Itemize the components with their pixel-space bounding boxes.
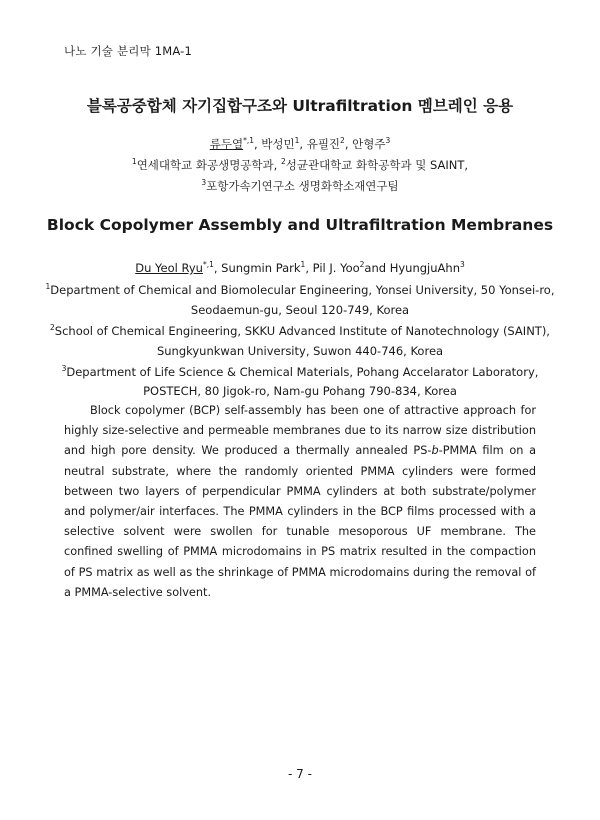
abstract-text: -PMMA film on a neutral substrate, where the randomly oriented PMMA cylinders were formed between two layers of perpendicular PMMA cylinders at both substrate/polymer and polymer/air interfaces. The PMMA cylinders in the BCP films processed with a selective solvent were swollen for tunable mesoporous UF membrane. The confined swelling of PMMA microdomains in PS matrix resulted in the compaction of PS matrix as well as the shrinkage of PMMA microdomains during the removal of a PMMA-selective solvent. bbox=[64, 444, 536, 599]
author-name: 유필진 bbox=[306, 137, 341, 151]
separator: and bbox=[364, 261, 390, 275]
english-affiliation-3-line-1 bbox=[0, 365, 600, 379]
author-affiliation-mark: 1 bbox=[300, 260, 306, 270]
affiliation-text: Department of Chemical and Biomolecular Engineering, Yonsei University, 50 Yonsei-ro, bbox=[50, 283, 555, 297]
korean-affiliations-line-1 bbox=[0, 157, 600, 173]
korean-author bbox=[352, 137, 390, 151]
presenting-author-name: Du Yeol Ryu bbox=[135, 261, 203, 275]
affiliation-mark: 1 bbox=[45, 282, 51, 292]
english-affiliation-1-line-1 bbox=[0, 283, 600, 297]
author-name: Sungmin Park bbox=[221, 261, 301, 275]
author-affiliation-mark: *,1 bbox=[202, 260, 214, 270]
abstract-paragraph bbox=[64, 401, 536, 603]
english-title: Block Copolymer Assembly and Ultrafiltration Membranes bbox=[46, 216, 554, 234]
korean-author-list bbox=[0, 136, 600, 152]
author-name: HyungjuAhn bbox=[389, 261, 460, 275]
abstract-body bbox=[64, 401, 536, 603]
affiliation-mark: 1 bbox=[131, 157, 137, 167]
author-affiliation-mark: 2 bbox=[340, 136, 345, 146]
author-affiliation-mark: 3 bbox=[385, 136, 391, 146]
affiliation-text: 포항가속기연구소 생명화학소재연구팀 bbox=[206, 179, 399, 193]
author-affiliation-mark: 3 bbox=[459, 260, 465, 270]
affiliation-mark: 2 bbox=[280, 157, 286, 167]
korean-author bbox=[307, 137, 352, 151]
affiliation-text: Department of Life Science & Chemical Materials, Pohang Accelarator Laboratory, bbox=[66, 365, 539, 379]
affiliation-mark: 2 bbox=[50, 323, 55, 333]
author-name: 박성민 bbox=[261, 137, 295, 151]
separator: , bbox=[299, 137, 307, 151]
english-affiliation-1-line-2: Seodaemun-gu, Seoul 120-749, Korea bbox=[190, 303, 410, 317]
korean-affiliations-line-2 bbox=[0, 178, 600, 194]
english-affiliation-2-line-2: Sungkyunkwan University, Suwon 440-746, Korea bbox=[156, 344, 444, 358]
author-affiliation-mark: *,1 bbox=[243, 136, 254, 146]
affiliation-mark: 3 bbox=[61, 364, 67, 374]
page-number: - 7 - bbox=[288, 767, 312, 781]
affiliation-text: School of Chemical Engineering, SKKU Advanced Institute of Nanotechnology (SAINT), bbox=[54, 324, 550, 338]
affiliation-mark: 3 bbox=[201, 178, 207, 188]
english-affiliation-3-line-2: POSTECH, 80 Jigok-ro, Nam-gu Pohang 790-834, Korea bbox=[143, 384, 457, 398]
author-affiliation-mark: 1 bbox=[294, 136, 300, 146]
abstract-text: Block copolymer (BCP) self-assembly has been one of attractive approach for highly size-selective and permeable membranes due to its narrow size distribution and high pore density. We produced a thermally annealed PS- bbox=[64, 404, 536, 458]
separator: , bbox=[253, 137, 262, 151]
affiliation-text: 연세대학교 화공생명공학과, bbox=[136, 158, 281, 172]
abstract-italic-b: b bbox=[431, 444, 439, 458]
author-name: Pil J. Yoo bbox=[312, 261, 360, 275]
author-affiliation-mark: 2 bbox=[359, 260, 365, 270]
session-code: 나노 기술 분리막 1MA-1 bbox=[64, 44, 193, 58]
korean-author bbox=[210, 137, 262, 151]
affiliation-text: 성균관대학교 화학공학과 및 SAINT, bbox=[285, 158, 469, 172]
english-author-list bbox=[0, 261, 600, 275]
presenting-author-name: 류두열 bbox=[209, 137, 244, 151]
korean-author bbox=[261, 137, 306, 151]
separator: , bbox=[305, 261, 313, 275]
english-affiliation-2-line-1 bbox=[0, 324, 600, 338]
separator: , bbox=[213, 261, 222, 275]
separator: , bbox=[344, 137, 353, 151]
author-name: 안형주 bbox=[352, 137, 386, 151]
korean-title: 블록공중합체 자기집합구조와 Ultrafiltration 멤브레인 응용 bbox=[86, 97, 514, 115]
